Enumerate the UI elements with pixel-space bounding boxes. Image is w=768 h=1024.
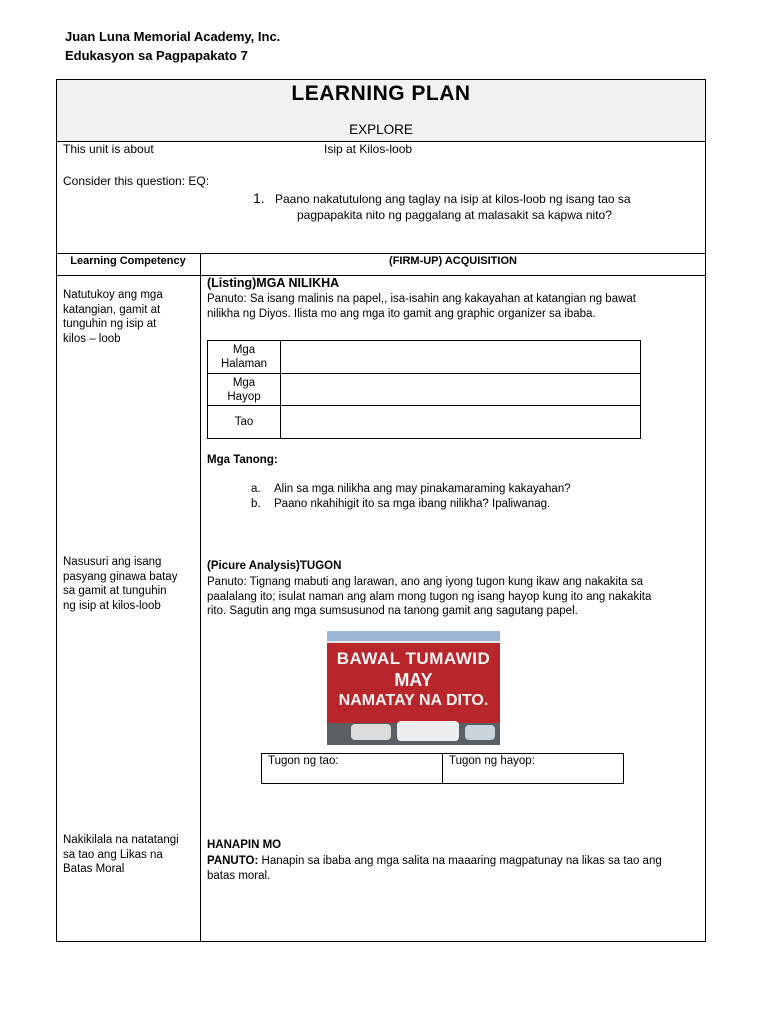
competency-3: Nakikilala na natatangi sa tao ang Likas na Batas Moral <box>63 834 179 875</box>
question-line-1: Paano nakatutulong ang taglay na isip at kilos-loob ng isang tao sa <box>275 192 631 206</box>
sign-line-3: NAMATAY NA DITO. <box>338 692 489 709</box>
subject-name: Edukasyon sa Pagpapakato 7 <box>65 48 248 63</box>
section2-instruction: Panuto: Tignang mabuti ang larawan, ano ang iyong tugon kung ikaw ang nakakita sa paalalang ito; isulat naman ang alam mong tugon ng isang hayop kung ito ang nakakita rito. Sagutin ang mga sumsusunod na tanong gamit ang sagutang papel. <box>207 576 652 617</box>
table-row <box>262 754 624 784</box>
sign-line-2: MAY <box>394 670 433 690</box>
sign-line-1: BAWAL TUMAWID <box>336 649 491 668</box>
unit-label: This unit is about <box>63 142 154 156</box>
column-header-competency: Learning Competency <box>70 255 186 267</box>
car-shape <box>397 721 459 741</box>
section-heading-tugon: (Picure Analysis)TUGON <box>207 560 342 572</box>
section-heading-hanapin: HANAPIN MO <box>207 839 282 851</box>
question-label: Consider this question: EQ: <box>63 174 210 188</box>
divider-eq <box>56 253 706 254</box>
row-label-tao: Tao <box>208 406 281 439</box>
car-shape <box>351 724 391 740</box>
section3-instruction: PANUTO: Hanapin sa ibaba ang mga salita na maaaring magpatunay na likas sa tao ang batas moral. <box>207 855 662 882</box>
stage-label: EXPLORE <box>349 122 413 137</box>
row-label-halaman: Mga Halaman <box>208 341 281 374</box>
response-table <box>261 753 624 784</box>
table-row <box>208 341 641 374</box>
school-name: Juan Luna Memorial Academy, Inc. <box>65 29 281 44</box>
response-human-cell[interactable]: Tugon ng tao: <box>262 754 443 784</box>
answer-cell[interactable] <box>281 341 641 374</box>
unit-value: Isip at Kilos-loob <box>324 142 413 156</box>
nilikha-organizer <box>207 340 641 439</box>
question-number: 1. <box>253 190 265 206</box>
question-item-b: b. <box>251 498 261 510</box>
table-row <box>208 374 641 406</box>
response-animal-cell[interactable]: Tugon ng hayop: <box>443 754 624 784</box>
questions-heading: Mga Tanong: <box>207 454 278 466</box>
row-label-hayop: Mga Hayop <box>208 374 281 406</box>
page-title: LEARNING PLAN <box>291 82 471 105</box>
question-text-a: Alin sa mga nilikha ang may pinakamaraming kakayahan? <box>274 483 571 495</box>
question-item-a: a. <box>251 483 261 495</box>
column-divider <box>200 253 201 942</box>
table-row <box>208 406 641 439</box>
instruction-label: PANUTO: <box>207 855 259 867</box>
section-heading-listing: (Listing)MGA NILIKHA <box>207 276 340 290</box>
competency-1: Natutukoy ang mga katangian, gamit at tunguhin ng isip at kilos – loob <box>63 289 163 345</box>
answer-cell[interactable] <box>281 406 641 439</box>
competency-2: Nasusuri ang isang pasyang ginawa batay sa gamit at tunguhin ng isip at kilos-loob <box>63 556 178 612</box>
question-text-b: Paano nkahihigit ito sa mga ibang nilikha? Ipaliwanag. <box>274 498 551 510</box>
car-shape <box>465 725 495 740</box>
column-header-acquisition: (FIRM-UP) ACQUISITION <box>389 255 517 267</box>
section1-instruction: Panuto: Sa isang malinis na papel,, isa-isahin ang kakayahan at katangian ng bawat nilikha ng Diyos. Ilista mo ang mga ito gamit ang graphic organizer sa ibaba. <box>207 293 636 320</box>
question-line-2: pagpapakita nito ng paggalang at malasakit sa kapwa nito? <box>297 208 612 222</box>
divider-columns <box>56 275 706 276</box>
warning-sign-photo <box>327 631 500 745</box>
answer-cell[interactable] <box>281 374 641 406</box>
